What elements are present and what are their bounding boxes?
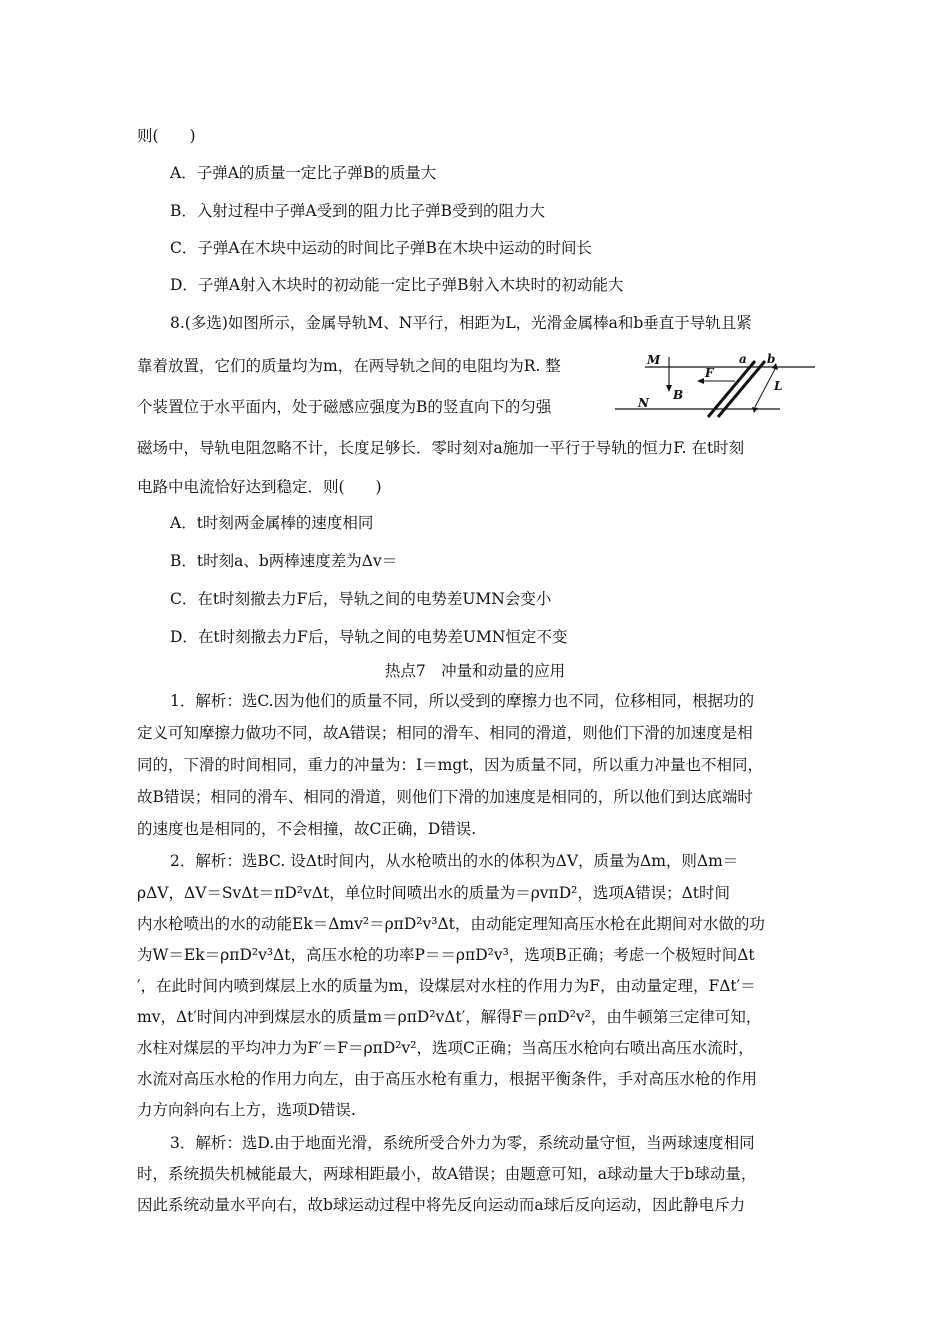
- q7-option-b: B．入射过程中子弹A受到的阻力比子弹B受到的阻力大: [170, 202, 545, 220]
- q7-tail: 则( ): [137, 127, 196, 145]
- answer2-line: 内水枪喷出的水的动能Ek＝Δmv²＝ρπD²v³Δt，由动能定理知高压水枪在此期间对水做的功: [137, 915, 765, 933]
- rail-diagram-svg: [605, 345, 825, 425]
- q8-stem-line: 8.(多选)如图所示，金属导轨M、N平行，相距为L，光滑金属棒a和b垂直于导轨且紧: [170, 314, 752, 332]
- answer2-line: ρΔV，ΔV＝SvΔt＝πD²vΔt，单位时间喷出水的质量为＝ρvπD²，选项A错误；Δt时间: [137, 884, 731, 902]
- answer2-line: 水柱对煤层的平均冲力为F′＝F＝ρπD²v²，选项C正确；当高压水枪向右喷出高压水流时，: [137, 1039, 754, 1057]
- answer1-line: 的速度也是相同的，不会相撞，故C正确，D错误.: [137, 820, 477, 838]
- answer3-line: 因此系统动量水平向右，故b球运动过程中将先反向运动而a球后反向运动，因此静电斥力: [137, 1196, 746, 1214]
- rail-diagram: [605, 345, 825, 425]
- answer3-line: 时，系统损失机械能最大，两球相距最小，故A错误；由题意可知，a球动量大于b球动量，: [137, 1165, 757, 1183]
- answer2-line: 2．解析：选BC. 设Δt时间内，从水枪喷出的水的体积为ΔV，质量为Δm，则Δm＝: [170, 852, 739, 870]
- length-arrow-head-bottom: [752, 407, 758, 413]
- answer1-line: 故B错误；相同的滑车、相同的滑道，则他们下滑的加速度是相同的，所以他们到达底端时: [137, 788, 753, 806]
- label-f: F: [705, 366, 714, 380]
- field-arrow-head: [666, 385, 672, 392]
- answer1-line: 定义可知摩擦力做功不同，故A错误；相同的滑车、相同的滑道，则他们下滑的加速度是相: [137, 724, 753, 742]
- answer2-line: mv，Δt′时间内冲到煤层水的质量m＝ρπD²vΔt′，解得F＝ρπD²v²，由牛顿第三定律可知，: [137, 1008, 762, 1026]
- label-b: b: [767, 352, 776, 366]
- label-a: a: [739, 352, 747, 366]
- answer2-line: ′，在此时间内喷到煤层上水的质量为m，设煤层对水柱的作用力为F，由动量定理，FΔt′＝: [137, 977, 756, 995]
- label-n: N: [638, 396, 649, 410]
- q7-option-c: C．子弹A在木块中运动的时间比子弹B在木块中运动的时间长: [170, 239, 592, 257]
- answer2-line: 为W＝Ek＝ρπD²v³Δt，高压水枪的功率P＝＝ρπD²v³，选项B正确；考虑一个极短时间Δt: [137, 946, 755, 964]
- q8-stem-line: 电路中电流恰好达到稳定．则( ): [137, 478, 382, 496]
- q8-option-b: B．t时刻a、b两棒速度差为Δv＝: [170, 552, 398, 570]
- answer3-line: 3．解析：选D.由于地面光滑，系统所受合外力为零，系统动量守恒，当两球速度相同: [170, 1134, 755, 1152]
- q7-option-a: A．子弹A的质量一定比子弹B的质量大: [170, 164, 437, 182]
- answer1-line: 同的，下滑的时间相同，重力的冲量为：I＝mgt，因为质量不同，所以重力冲量也不相同，: [137, 756, 763, 774]
- label-l: L: [774, 379, 783, 393]
- answer1-line: 1．解析：选C.因为他们的质量不同，所以受到的摩擦力也不同，位移相同，根据功的: [170, 692, 755, 710]
- label-m: M: [647, 353, 661, 367]
- label-b-field: B: [673, 388, 684, 402]
- answer2-line: 水流对高压水枪的作用力向左，由于高压水枪有重力，根据平衡条件，手对高压水枪的作用: [137, 1070, 758, 1088]
- q8-stem-line: 靠着放置，它们的质量均为m，在两导轨之间的电阻均为R. 整: [137, 357, 561, 375]
- q8-option-c: C．在t时刻撤去力F后，导轨之间的电势差UMN会变小: [170, 590, 552, 608]
- q8-option-d: D．在t时刻撤去力F后，导轨之间的电势差UMN恒定不变: [170, 628, 568, 646]
- length-arrow: [755, 369, 775, 407]
- q8-option-a: A．t时刻两金属棒的速度相同: [170, 514, 374, 532]
- answer2-line: 力方向斜向右上方，选项D错误.: [137, 1101, 356, 1119]
- section-title: 热点7 冲量和动量的应用: [384, 662, 566, 680]
- q8-stem-line: 个装置位于水平面内，处于磁感应强度为B的竖直向下的匀强: [137, 398, 552, 416]
- q7-option-d: D．子弹A射入木块时的初动能一定比子弹B射入木块时的初动能大: [170, 276, 624, 294]
- q8-stem-line: 磁场中，导轨电阻忽略不计，长度足够长．零时刻对a施加一平行于导轨的恒力F. 在t时刻: [137, 439, 745, 457]
- force-arrow-head: [697, 378, 704, 384]
